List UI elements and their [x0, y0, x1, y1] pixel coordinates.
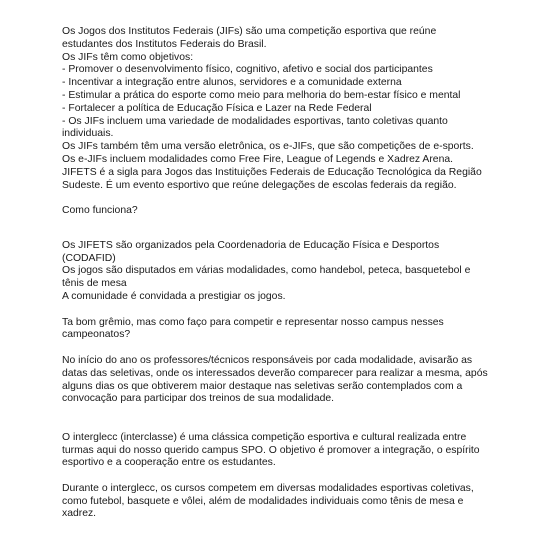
text-line: Os JIFs têm como objetivos: [62, 51, 194, 63]
text-line: Os JIFs também têm uma versão eletrônica, os e-JIFs, que são competições de e-sports. [62, 141, 474, 153]
text-line: Durante o interglecc, os cursos competem em diversas modalidades esportivas coletivas, [62, 482, 474, 494]
objective-item: - Promover o desenvolvimento físico, cognitivo, afetivo e social dos participantes [62, 64, 433, 76]
text-line: turmas aqui do nosso querido campus SPO. O objetivo é promover a integração, o espírito [62, 444, 480, 456]
text-line: campeonatos? [62, 329, 131, 341]
interglecc-section [62, 432, 482, 470]
text-line: JIFETS é a sigla para Jogos das Instituições Federais de Educação Tecnológica da Região [62, 166, 482, 178]
answer-section [62, 354, 488, 406]
intro-section [62, 26, 482, 192]
spacer [62, 304, 482, 317]
spacer [62, 231, 482, 240]
objective-item: - Os JIFs incluem uma variedade de modalidades esportivas, tanto coletivas quanto [62, 115, 448, 127]
spacer [62, 342, 482, 355]
text-line: Os jogos são disputados em várias modalidades, como handebol, peteca, basquetebol e [62, 265, 471, 277]
text-line: convocação para participar dos treinos de sua modalidade. [62, 393, 335, 405]
text-line: Os e-JIFs incluem modalidades como Free Fire, League of Legends e Xadrez Arena. [62, 153, 454, 165]
text-line: A comunidade é convidada a prestigiar os jogos. [62, 290, 286, 302]
text-line: tênis de mesa [62, 278, 127, 290]
text-line: xadrez. [62, 508, 97, 520]
text-line: Sudeste. É um evento esportivo que reúne delegações de escolas federais da região. [62, 179, 457, 191]
text-line: alguns dias os que obtiverem maior destaque nas seletivas serão contemplados com a [62, 380, 463, 392]
text-line: como futebol, basquete e vôlei, além de modalidades individuais como tênis de mesa e [62, 495, 464, 507]
text-line: individuais. [62, 128, 114, 140]
text-line: Ta bom grêmio, mas como faço para competir e representar nosso campus nesses [62, 316, 444, 328]
objective-item: - Fortalecer a política de Educação Física e Lazer na Rede Federal [62, 102, 372, 114]
how-it-works-section [62, 205, 482, 304]
text-line: esportivo e a cooperação entre os estudantes. [62, 457, 276, 469]
document-body [62, 26, 488, 521]
text-line: No início do ano os professores/técnicos responsáveis por cada modalidade, avisarão as [62, 354, 473, 366]
text-line: datas das seletivas, onde os interessados deverão comparecer para realizar a mesma, após [62, 367, 488, 379]
text-line: O interglecc (interclasse) é uma clássica competição esportiva e cultural realizada entre [62, 431, 467, 443]
objective-item: - Estimular a prática do esporte como meio para melhoria do bem-estar físico e mental [62, 89, 461, 101]
section-heading: Como funciona? [62, 205, 138, 217]
text-line: Os Jogos dos Institutos Federais (JIFs) são uma competição esportiva que reúne [62, 26, 437, 37]
modalities-section [62, 483, 482, 521]
spacer [62, 218, 482, 231]
spacer [62, 470, 482, 483]
spacer [62, 192, 482, 205]
spacer [62, 406, 482, 419]
text-line: Os JIFETS são organizados pela Coordenadoria de Educação Física e Desportos [62, 239, 440, 251]
spacer [62, 419, 482, 432]
objective-item: - Incentivar a integração entre alunos, servidores e a comunidade externa [62, 77, 402, 89]
text-line: estudantes dos Institutos Federais do Brasil. [62, 38, 267, 50]
text-line: (CODAFID) [62, 252, 116, 264]
question-section [62, 317, 482, 343]
